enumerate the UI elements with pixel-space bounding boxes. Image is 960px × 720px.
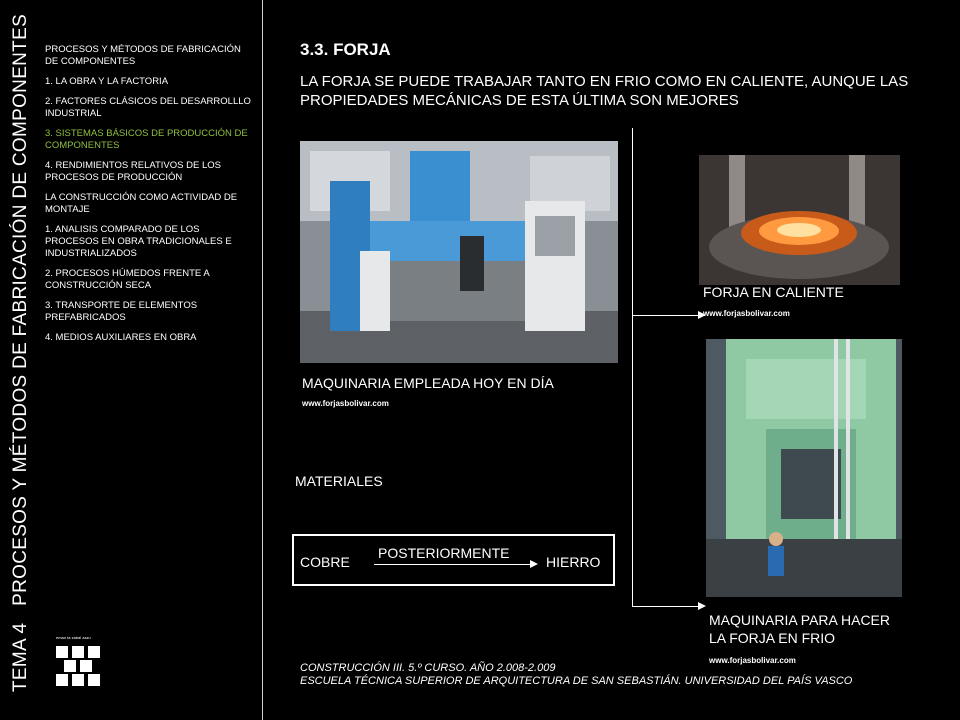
cold-forging-caption-1: MAQUINARIA PARA HACER xyxy=(709,612,891,628)
hot-branch-line xyxy=(632,315,698,316)
cold-branch-arrowhead xyxy=(698,602,706,610)
cold-forging-caption-2: LA FORJA EN FRIO xyxy=(709,630,836,646)
hot-branch-arrowhead xyxy=(698,311,706,319)
machinery-source[interactable]: www.forjasbolivar.com xyxy=(302,399,389,408)
university-logo xyxy=(52,632,112,692)
cold-branch-line xyxy=(632,606,698,607)
vertical-title-prefix: TEMA 4 xyxy=(10,622,31,692)
material-from: COBRE xyxy=(300,554,350,570)
nav-item-factores[interactable]: 2. FACTORES CLÁSICOS DEL DESARROLLLO INDUSTRIAL xyxy=(45,96,251,119)
sidebar-nav xyxy=(45,44,255,352)
footer xyxy=(300,662,852,688)
hot-forging-photo xyxy=(699,155,900,285)
nav-item-construccion-montaje[interactable]: LA CONSTRUCCIÓN COMO ACTIVIDAD DE MONTAJE xyxy=(45,192,238,215)
nav-item-heading[interactable]: PROCESOS Y MÉTODOS DE FABRICACIÓN DE COMPONENTES xyxy=(45,44,241,67)
nav-item-analisis[interactable]: 1. ANALISIS COMPARADO DE LOS PROCESOS EN OBRA TRADICIONALES E INDUSTRIALIZADOS xyxy=(45,224,232,259)
nav-item-medios[interactable]: 4. MEDIOS AUXILIARES EN OBRA xyxy=(45,332,197,343)
machinery-photo xyxy=(300,141,618,363)
svg-text:eman ta zabal zazu: eman ta zabal zazu xyxy=(56,635,91,640)
material-arrowhead xyxy=(530,560,538,568)
hot-forging-caption: FORJA EN CALIENTE xyxy=(703,284,844,300)
material-arrow-label: POSTERIORMENTE xyxy=(378,545,510,561)
cold-forging-photo xyxy=(706,339,902,597)
material-arrow-line xyxy=(374,564,530,565)
footer-line-2: ESCUELA TÉCNICA SUPERIOR DE ARQUITECTURA DE SAN SEBASTIÁN. UNIVERSIDAD DEL PAÍS VASCO xyxy=(300,675,853,687)
cold-forging-source[interactable]: www.forjasbolivar.com xyxy=(709,656,796,665)
vertical-title xyxy=(6,0,36,720)
branch-connector-line xyxy=(632,128,633,606)
hot-forging-source[interactable]: www.forjasbolivar.com xyxy=(703,309,790,318)
machinery-caption: MAQUINARIA EMPLEADA HOY EN DÍA xyxy=(302,375,554,391)
materials-label: MATERIALES xyxy=(295,473,383,489)
intro-text: LA FORJA SE PUEDE TRABAJAR TANTO EN FRIO COMO EN CALIENTE, AUNQUE LAS PROPIEDADES MECÁNICAS DE ESTA ÚLTIMA SON MEJORES xyxy=(300,73,909,109)
footer-line-1: CONSTRUCCIÓN III. 5.º CURSO. AÑO 2.008-2.009 xyxy=(300,662,556,674)
section-title: 3.3. FORJA xyxy=(300,40,391,59)
nav-item-sistemas-active[interactable]: 3. SISTEMAS BÁSICOS DE PRODUCCIÓN DE COMPONENTES xyxy=(45,128,248,151)
nav-item-rendimientos[interactable]: 4. RENDIMIENTOS RELATIVOS DE LOS PROCESOS DE PRODUCCIÓN xyxy=(45,160,221,183)
nav-item-transporte[interactable]: 3. TRANSPORTE DE ELEMENTOS PREFABRICADOS xyxy=(45,300,198,323)
nav-item-obra-factoria[interactable]: 1. LA OBRA Y LA FACTORIA xyxy=(45,76,169,87)
sidebar-divider xyxy=(262,0,263,720)
material-to: HIERRO xyxy=(546,554,601,570)
vertical-title-text: PROCESOS Y MÉTODOS DE FABRICACIÓN DE COMPONENTES xyxy=(10,13,31,606)
nav-item-procesos-humedos[interactable]: 2. PROCESOS HÚMEDOS FRENTE A CONSTRUCCIÓN SECA xyxy=(45,268,210,291)
